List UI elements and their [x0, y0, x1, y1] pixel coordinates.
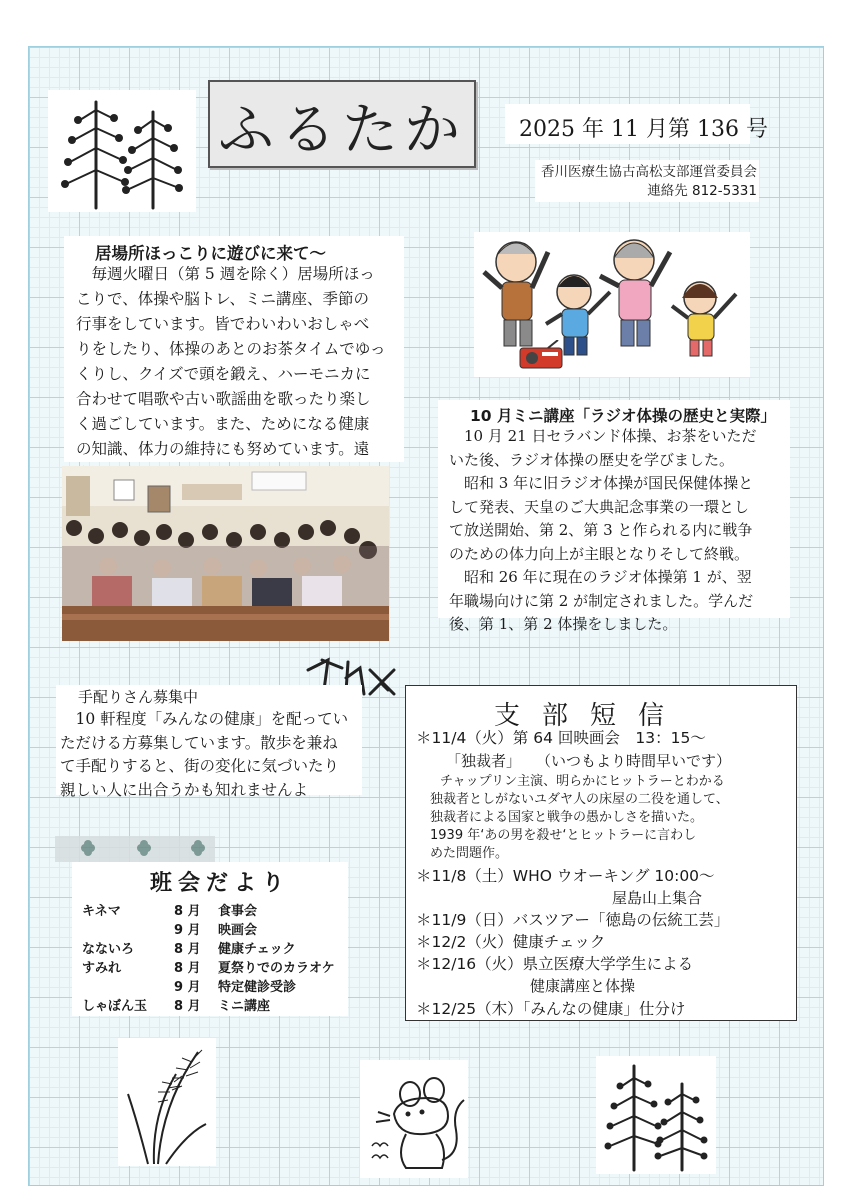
susuki-card	[118, 1038, 216, 1166]
tekubari-line: 親しい人に出合うかも知れませんよ	[60, 780, 309, 799]
pine-tree-icon	[48, 90, 196, 212]
branch-news-title: 支部短信	[494, 701, 687, 731]
hankai-row	[82, 919, 335, 938]
news-item: ＊11/8（土）WHO ウオーキング 10:00～	[416, 867, 715, 885]
tekubari-line: ただける方募集しています。散歩を兼ね	[60, 733, 338, 752]
radio-line: 昭和 26 年に現在のラジオ体操第 1 が、翌	[464, 568, 752, 586]
clover-icon	[55, 836, 215, 862]
ibasho-body	[76, 262, 406, 487]
news-item: ＊12/25（木）「みんなの健康」仕分け	[416, 1000, 686, 1018]
radio-line: 年職場向けに第 2 が制定されました。学んだ	[449, 591, 754, 610]
masthead-title: ふるたか	[218, 98, 466, 163]
hankai-event: 食事会	[218, 904, 258, 919]
pine-tree-icon	[596, 1056, 716, 1174]
ibasho-line: 毎週火曜日（第 5 週を除く）居場所ほっ	[91, 265, 375, 283]
hankai-row	[82, 995, 335, 1014]
news-item: ＊12/2（火）健康チェック	[416, 933, 606, 951]
radio-line: のための体力向上が主眼となりそして終戦。	[449, 544, 750, 563]
mouse-drawing-icon	[360, 1060, 468, 1178]
news-item: 独裁者による国家と戦争の愚かしさを描いた。	[430, 810, 704, 825]
radio-line: て放送開始、第 2、第 3 と作られる内に戦争	[449, 521, 753, 539]
ibasho-line: 合わせて唱歌や古い歌謡曲を歌ったり楽し	[76, 390, 371, 408]
news-item: めた問題作。	[430, 846, 509, 861]
org-contact: 連絡先 812-5331	[647, 183, 757, 199]
tekubari-heading: 手配りさん募集中	[78, 688, 199, 706]
ibasho-line: こりで、体操や脳トレ、ミニ講座、季節の	[76, 290, 369, 308]
ibasho-line: くりし、クイズで頭を鍛え、ハーモニカに	[76, 365, 371, 383]
news-item: ＊11/4（火）第 64 回映画会 13：15～	[416, 729, 706, 747]
hankai-month: 8 月	[174, 961, 201, 976]
ibasho-line: 行事をしています。皆でわいわいおしゃべ	[76, 315, 370, 333]
group-photo	[62, 466, 389, 641]
bottom-tree-card	[596, 1056, 716, 1174]
ibasho-line: く過ごしています。また、ためになる健康	[76, 415, 370, 433]
radio-heading: 10 月ミニ講座「ラジオ体操の歴史と実際」	[470, 407, 776, 425]
radio-line: 10 月 21 日セラバンド体操、お茶をいただ	[464, 427, 757, 445]
hankai-row	[82, 938, 335, 957]
ibasho-heading: 居場所ほっこりに遊びに来て～	[95, 244, 326, 263]
news-item: チャップリン主演、明らかにヒットラーとわかる	[440, 774, 725, 789]
news-item: 健康講座と体操	[530, 977, 636, 995]
radio-body	[449, 425, 793, 637]
hankai-month: 8 月	[174, 904, 201, 919]
hankai-event: 夏祭りでのカラオケ	[218, 961, 335, 976]
radio-line: して発表、天皇のご大典記念事業の一環とし	[449, 497, 750, 516]
hankai-title: 班会だより	[150, 870, 291, 896]
hankai-group: すみれ	[82, 961, 122, 976]
news-item: ＊11/9（日）バスツアー「徳島の伝統工芸」	[416, 911, 730, 929]
hankai-group: しゃぼん玉	[82, 999, 148, 1014]
pine-tree-card	[48, 90, 196, 212]
news-item: 屋島山上集合	[612, 889, 703, 907]
hankai-table	[82, 900, 335, 1014]
radio-line: 後、第 1、第 2 体操をしました。	[449, 615, 678, 633]
hankai-month: 9 月	[174, 923, 201, 938]
radio-icon	[518, 340, 564, 370]
org-info	[537, 163, 757, 201]
hankai-row	[82, 976, 335, 995]
hankai-month: 8 月	[174, 942, 201, 957]
hankai-month: 8 月	[174, 999, 201, 1014]
masking-tape	[55, 836, 215, 862]
news-item: 独裁者としがないユダヤ人の床屋の二役を通して、	[430, 792, 729, 807]
radio-line: 昭和 3 年に旧ラジオ体操が国民保健体操と	[464, 474, 754, 492]
susuki-grass-icon	[118, 1038, 216, 1166]
ibasho-line: の知識、体力の維持にも努めています。遠	[76, 440, 370, 458]
mouse-card	[360, 1060, 468, 1178]
org-name: 香川医療生協古高松支部運営委員会	[541, 164, 757, 180]
hankai-event: 特定健診受診	[218, 980, 297, 995]
ibasho-line: りをしたり、体操のあとのお茶タイムでゆっ	[76, 340, 386, 358]
news-item: ＊12/16（火）県立医療大学学生による	[416, 955, 694, 973]
hankai-row	[82, 900, 335, 919]
exercise-people-illustration	[474, 232, 750, 377]
tekubari-line: 10 軒程度「みんなの健康」を配ってい	[75, 710, 349, 728]
hankai-month: 9 月	[174, 980, 201, 995]
radio-line: いた後、ラジオ体操の歴史を学びました。	[449, 450, 735, 469]
hankai-group: キネマ	[82, 904, 121, 919]
tekubari-line: て手配りすると、街の変化に気づいたり	[60, 757, 340, 775]
branch-news-list	[416, 726, 796, 1021]
issue-number: 2025 年 11 月第 136 号	[519, 117, 768, 142]
news-item: 1939 年‘あの男を殺せ‘とヒットラーに言わし	[430, 828, 697, 843]
hankai-event: 健康チェック	[218, 942, 296, 957]
hankai-event: ミニ講座	[218, 999, 271, 1014]
news-item: 「独裁者」 （いつもより時間早いです）	[446, 752, 732, 770]
tekubari-body	[60, 708, 360, 802]
exercise-illustration-card	[474, 232, 750, 377]
hankai-group: なないろ	[82, 942, 135, 957]
hankai-row	[82, 957, 335, 976]
hankai-event: 映画会	[218, 923, 258, 938]
